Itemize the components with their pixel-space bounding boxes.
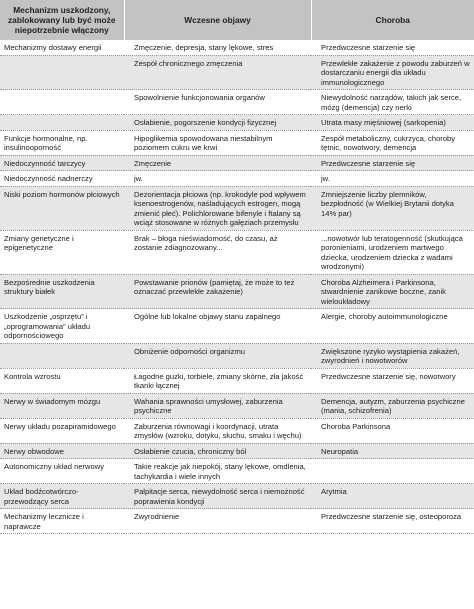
mechanism-cell-text: Zmiany genetyczne i epigenetyczne (4, 233, 74, 252)
table-header (0, 0, 474, 40)
disease-cell (311, 309, 474, 344)
disease-cell-text: Przewlekłe zakażenie z powodu zaburzeń w dostarczaniu energii dla układu immunologicznego (321, 58, 470, 87)
mechanism-cell (0, 459, 124, 484)
symptoms-cell-text: Takie reakcje jak niepokój, stany lękowe, omdlenia, tachykardia i wiele innych (134, 462, 306, 481)
mechanism-cell-text: Układ bodźcotwórczo-przewodzący serca (4, 487, 79, 506)
mechanism-cell (0, 393, 124, 418)
symptoms-cell (124, 274, 311, 309)
disease-cell (311, 186, 474, 230)
table-row (0, 459, 474, 484)
table-row (0, 418, 474, 443)
symptoms-cell (124, 55, 311, 90)
symptoms-cell-text: Spowolnienie funkcjonowania organów (134, 93, 265, 102)
mechanism-cell (0, 186, 124, 230)
mechanism-cell (0, 155, 124, 171)
symptoms-cell (124, 130, 311, 155)
table-row (0, 115, 474, 131)
disease-cell-text: Arytmia (321, 487, 347, 496)
disease-cell-text: Neuropatia (321, 446, 359, 456)
disease-cell (311, 418, 474, 443)
disease-cell-text: Choroba Parkinsona (321, 421, 391, 431)
symptoms-cell-text: Osłabienie, pogorszenie kondycji fizycznej (134, 118, 277, 127)
mechanism-cell-text: Niski poziom hormonów płciowych (4, 189, 120, 199)
table-row (0, 171, 474, 187)
mechanism-cell (0, 343, 124, 368)
disease-cell-text: Zwiększone ryzyko wystąpienia zakażeń, zwyrodnień i nowotworów (321, 346, 460, 365)
disease-cell (311, 509, 474, 534)
disease-cell (311, 459, 474, 484)
disease-cell-text: Przedwczesne starzenie się (321, 158, 416, 168)
disease-cell (311, 90, 474, 115)
symptoms-cell-text: Obniżenie odporności organizmu (134, 346, 246, 356)
symptoms-cell (124, 40, 311, 55)
table-row (0, 130, 474, 155)
mechanism-cell-text: Uszkodzenie „osprzętu” i „oprogramowania” układu odpornościowego (4, 312, 91, 340)
disease-cell (311, 393, 474, 418)
symptoms-cell-text: Brak – błoga nieświadomość, do czasu, aż zostanie zdiagnozowany... (134, 233, 278, 252)
mechanism-cell (0, 484, 124, 509)
disease-cell-text: Utrata masy mięśniowej (sarkopenia) (321, 118, 446, 127)
table-row (0, 509, 474, 534)
symptoms-cell (124, 368, 311, 393)
symptoms-cell (124, 309, 311, 344)
disease-cell-text: Choroba Alzheimera i Parkinsona, stwardnienie zanikowe boczne, zanik wieloukładowy (321, 277, 446, 306)
symptoms-cell (124, 155, 311, 171)
mechanism-cell-text: Niedoczynność tarczycy (4, 158, 86, 168)
symptoms-cell (124, 343, 311, 368)
symptoms-cell (124, 230, 311, 274)
mechanism-cell (0, 274, 124, 309)
symptoms-cell-text: Palpitacje serca, niewydolność serca i niemożność poprawienia kondycji (134, 487, 305, 506)
table-row (0, 343, 474, 368)
symptoms-cell-text: Wahania sprawności umysłowej, zaburzenia psychiczne (134, 396, 283, 415)
disease-cell-text: Przedwczesne starzenie się, osteoporoza (321, 512, 462, 521)
symptoms-cell-text: Zmęczenie, depresja, stany lękowe, stres (134, 43, 274, 52)
symptoms-cell-text: Hipoglikemia spowodowana niestabilnym poziomem cukru we krwi (134, 133, 273, 152)
disease-cell-text: Demencja, autyzm, zaburzenia psychiczne (mania, schizofrenia) (321, 396, 465, 415)
table-row (0, 484, 474, 509)
table-row (0, 368, 474, 393)
mechanism-cell-text: Nerwy układu pozapiramidowego (4, 421, 116, 431)
symptoms-cell-text: Powstawanie prionów (pamiętaj, że może to też oznaczać przewlekłe zakażenie) (134, 277, 295, 296)
symptoms-cell (124, 443, 311, 459)
mechanism-cell-text: Nerwy w świadomym mózgu (4, 396, 101, 406)
symptoms-cell-text: Łagodne guzki, torbiele, zmiany skórne, zła jakość tkanki łącznej (134, 371, 304, 390)
symptoms-cell (124, 418, 311, 443)
table-row (0, 186, 474, 230)
mechanism-cell-text: Bezpośrednie uszkodzenia struktury białek (4, 277, 95, 296)
symptoms-cell-text: Ogólne lub lokalne objawy stanu zapalnego (134, 312, 281, 321)
disease-cell (311, 55, 474, 90)
symptoms-cell-text: jw. (134, 174, 143, 183)
table-row (0, 443, 474, 459)
disease-cell-text: jw. (321, 174, 330, 183)
symptoms-cell-text: Osłabienie czucia, chroniczny ból (134, 446, 247, 456)
header-early-symptoms: Wczesne objawy (124, 0, 311, 40)
symptoms-cell-text: Zmęczenie (134, 158, 172, 168)
disease-cell (311, 343, 474, 368)
disease-cell (311, 484, 474, 509)
mechanism-cell (0, 55, 124, 90)
table-body (0, 40, 474, 534)
mechanism-cell (0, 90, 124, 115)
mechanism-cell-text: Niedoczynność nadnerczy (4, 174, 93, 183)
disease-cell-text: Zmniejszenie liczby plemników, bezpłodność (w Wielkiej Brytanii dotyka 14% par) (321, 189, 454, 218)
header-mechanism: Mechanizm uszkodzony, zablokowany lub być może niepotrzebnie włączony (0, 0, 124, 40)
mechanism-cell (0, 171, 124, 187)
mechanism-cell (0, 309, 124, 344)
disease-cell (311, 130, 474, 155)
symptoms-cell (124, 115, 311, 131)
table-row (0, 40, 474, 55)
disease-cell (311, 443, 474, 459)
disease-cell-text: Przedwczesne starzenie się, nowotwory (321, 371, 456, 381)
symptoms-cell (124, 90, 311, 115)
table-row (0, 230, 474, 274)
disease-cell (311, 155, 474, 171)
mechanism-cell (0, 443, 124, 459)
table-row (0, 393, 474, 418)
table-row (0, 274, 474, 309)
mechanism-cell-text: Kontrola wzrostu (4, 371, 61, 381)
header-row (0, 0, 474, 40)
disease-cell (311, 274, 474, 309)
symptoms-cell (124, 509, 311, 534)
mechanism-cell (0, 418, 124, 443)
header-disease: Choroba (311, 0, 474, 40)
disease-cell (311, 368, 474, 393)
table-row (0, 309, 474, 344)
mechanism-cell (0, 368, 124, 393)
symptoms-cell (124, 459, 311, 484)
symptoms-cell-text: Zaburzenia równowagi i koordynacji, utrata zmysłów (wzroku, dotyku, słuchu, smaku i węchu) (134, 421, 302, 440)
disease-cell (311, 230, 474, 274)
mechanism-cell-text: Funkcje hormonalne, np. insulinooporność (4, 133, 88, 152)
mechanism-cell (0, 509, 124, 534)
symptoms-cell-text: Zwyrodnienie (134, 512, 180, 521)
disease-cell (311, 40, 474, 55)
symptoms-cell (124, 484, 311, 509)
disease-cell-text: Zespół metaboliczny, cukrzyca, choroby tętnic, nowotwory, demencja (321, 133, 456, 152)
disease-cell-text: Alergie, choroby autoimmunologiczne (321, 312, 448, 321)
mechanism-cell-text: Autonomiczny układ nerwowy (4, 462, 105, 471)
disease-cell-text: Niewydolność narządów, takich jak serce, mózg (demencja) czy nerki (321, 93, 462, 112)
symptoms-cell (124, 393, 311, 418)
table-row (0, 155, 474, 171)
disease-cell (311, 171, 474, 187)
table-row (0, 90, 474, 115)
mechanism-cell (0, 115, 124, 131)
symptoms-cell-text: Zespół chronicznego zmęczenia (134, 58, 243, 68)
mechanism-cell (0, 230, 124, 274)
symptoms-cell-text: Dezorientacja płciowa (np. krokodyle pod wpływem ksenoestrogenów, naśladujących estrogen, mogą zmienić płeć). Polichlorowane bifenyle i ftalany są wciąż stosowane w różnych gałęziach przemysłu (134, 189, 306, 227)
mechanism-cell (0, 130, 124, 155)
mechanism-cell-text: Mechanizmy dostawy energii (4, 43, 102, 52)
table-row (0, 55, 474, 90)
disease-cell-text: ...nowotwór lub teratogenność (skutkująca poronieniami, urodzeniem martwego dziecka, urodzeniem dziecka z wadami wrodzonymi) (321, 233, 463, 271)
mechanism-cell-text: Nerwy obwodowe (4, 446, 64, 456)
disease-cell-text: Przedwczesne starzenie się (321, 43, 416, 52)
mechanism-cell-text: Mechanizmy lecznicze i naprawcze (4, 512, 84, 531)
disease-cell (311, 115, 474, 131)
mechanism-cell (0, 40, 124, 55)
symptoms-cell (124, 186, 311, 230)
symptoms-cell (124, 171, 311, 187)
